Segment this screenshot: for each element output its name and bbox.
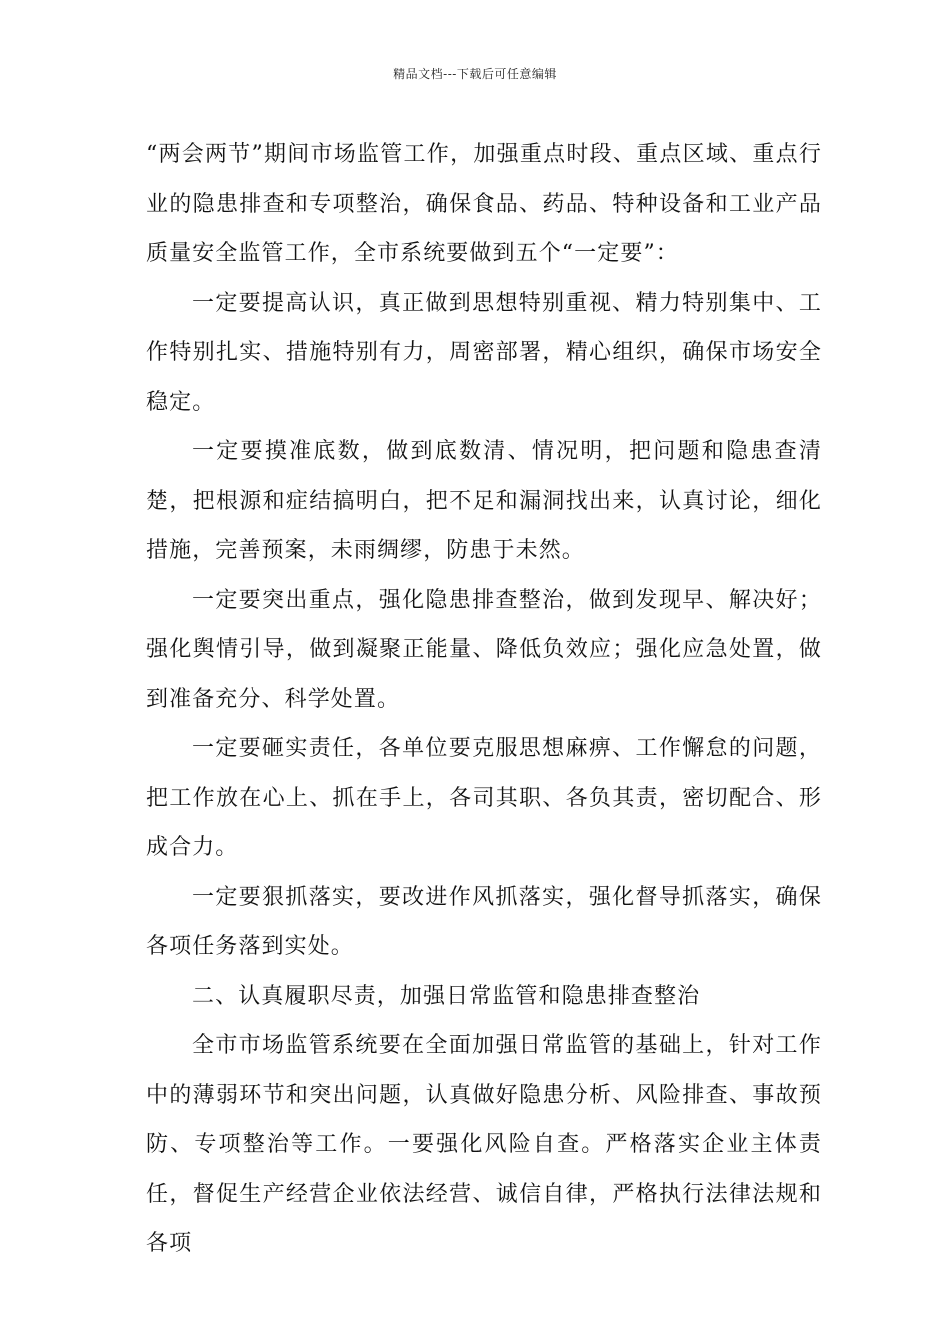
paragraph-focus-priorities: 一定要突出重点，强化隐患排查整治，做到发现早、解决好；强化舆情引导，做到凝聚正能量、降低负效应；强化应急处置，做到准备充分、科学处置。 (146, 587, 822, 712)
page-header: 精品文档---下载后可任意编辑 (393, 67, 557, 81)
section-heading-two: 二、认真履职尽责，加强日常监管和隐患排查整治 (192, 983, 701, 1009)
paragraph-baseline-survey: 一定要摸准底数，做到底数清、情况明，把问题和隐患查清楚，把根源和症结搞明白，把不足和漏洞找出来，认真讨论，细化措施，完善预案，未雨绸缪，防患于未然。 (146, 439, 822, 563)
paragraph-raise-awareness: 一定要提高认识，真正做到思想特别重视、精力特别集中、工作特别扎实、措施特别有力，周密部署，精心组织，确保市场安全稳定。 (146, 290, 822, 415)
paragraph-implementation: 一定要狠抓落实，要改进作风抓落实，强化督导抓落实，确保各项任务落到实处。 (146, 884, 822, 959)
paragraph-daily-supervision: 全市市场监管系统要在全面加强日常监管的基础上，针对工作中的薄弱环节和突出问题，认真做好隐患分析、风险排查、事故预防、专项整治等工作。一要强化风险自查。严格落实企业主体责任，督促生产经营企业依法经营、诚信自律，严格执行法律法规和各项 (146, 1033, 822, 1256)
paragraph-responsibility: 一定要砸实责任，各单位要克服思想麻痹、工作懈怠的问题，把工作放在心上、抓在手上，各司其职、各负其责，密切配合、形成合力。 (146, 736, 822, 860)
paragraph-continuation: “两会两节”期间市场监管工作，加强重点时段、重点区域、重点行业的隐患排查和专项整治，确保食品、药品、特种设备和工业产品质量安全监管工作，全市系统要做到五个“一定要”： (146, 142, 822, 266)
document-body (146, 130, 822, 1269)
